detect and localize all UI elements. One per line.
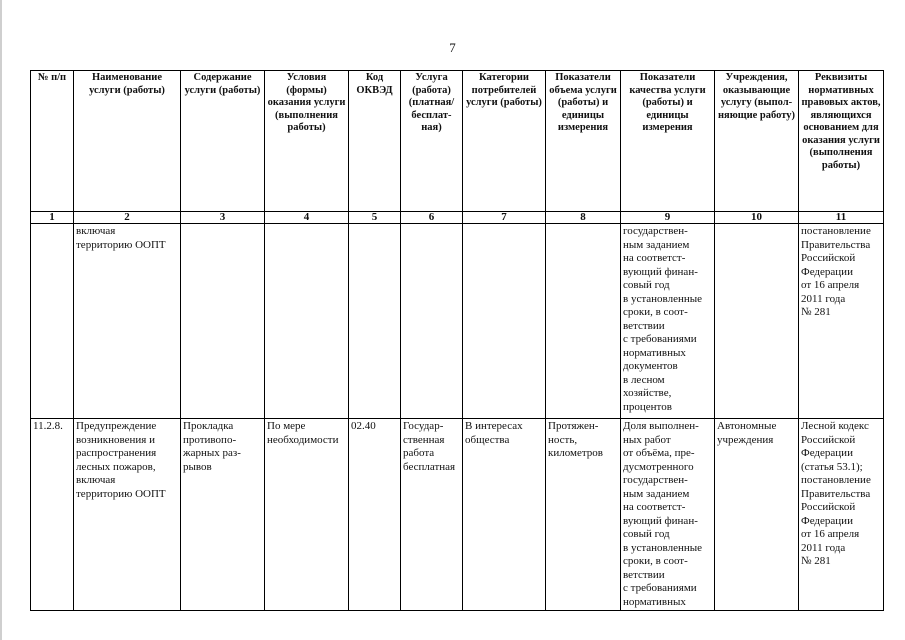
header-cell: Категории потребителей услуги (работы) — [463, 71, 546, 212]
table-cell — [546, 224, 621, 419]
column-number: 6 — [401, 212, 463, 224]
column-number: 10 — [715, 212, 799, 224]
table-cell — [181, 224, 265, 419]
table-cell: Государ- ственная работа бесплатная — [401, 419, 463, 611]
table-cell: Протяжен- ность, километров — [546, 419, 621, 611]
table-cell — [463, 224, 546, 419]
column-number: 5 — [349, 212, 401, 224]
table-cell: В интересах общества — [463, 419, 546, 611]
header-cell: Учреждения, оказывающие услугу (выпол- няющие работу) — [715, 71, 799, 212]
table-cell: 11.2.8. — [31, 419, 74, 611]
header-cell: № п/п — [31, 71, 74, 212]
table-cell: государствен- ным заданием на соответст- вующий финан- совый год в установленные сроки, в соот- ветствии с требованиями нормативных документов в лесном хозяйстве, процентов — [621, 224, 715, 419]
table-cell: Лесной кодекс Российской Федерации (статья 53.1); постановление Правительства Российской Федерации от 16 апреля 2011 года № 281 — [799, 419, 884, 611]
column-number: 9 — [621, 212, 715, 224]
table-cell: Предупреждение возникновения и распространения лесных пожаров, включая территорию ООПТ — [74, 419, 181, 611]
table-cell — [715, 224, 799, 419]
table-cell: Прокладка противопо- жарных раз- рывов — [181, 419, 265, 611]
scan-edge — [0, 0, 2, 640]
table-cell: По мере необходимости — [265, 419, 349, 611]
header-cell: Услуга (работа) (платная/ бесплат- ная) — [401, 71, 463, 212]
table-cell: Автономные учреждения — [715, 419, 799, 611]
header-cell: Наименование услуги (работы) — [74, 71, 181, 212]
header-row — [31, 71, 884, 212]
table-cell — [401, 224, 463, 419]
header-cell: Содержание услуги (работы) — [181, 71, 265, 212]
header-cell: Показатели качества услуги (работы) и единицы измерения — [621, 71, 715, 212]
column-number: 2 — [74, 212, 181, 224]
column-number: 3 — [181, 212, 265, 224]
table-cell: включая территорию ООПТ — [74, 224, 181, 419]
table-row — [31, 224, 884, 419]
column-number: 8 — [546, 212, 621, 224]
header-cell: Код ОКВЭД — [349, 71, 401, 212]
column-number: 11 — [799, 212, 884, 224]
table-cell — [349, 224, 401, 419]
table-cell — [265, 224, 349, 419]
table-cell: Доля выполнен- ных работ от объёма, пре- дусмотренного государствен- ным заданием на соответст- вующий финан- совый год в установленные сроки, в соот- ветствии с требованиями нормативных — [621, 419, 715, 611]
column-number: 4 — [265, 212, 349, 224]
header-cell: Условия (формы) оказания услуги (выполнения работы) — [265, 71, 349, 212]
table-cell: постановление Правительства Российской Федерации от 16 апреля 2011 года № 281 — [799, 224, 884, 419]
column-number: 7 — [463, 212, 546, 224]
table-row — [31, 419, 884, 611]
column-number-row — [31, 212, 884, 224]
page-number: 7 — [449, 40, 456, 55]
table-cell — [31, 224, 74, 419]
table-cell: 02.40 — [349, 419, 401, 611]
header-cell: Показатели объема услуги (работы) и единицы измерения — [546, 71, 621, 212]
services-table — [30, 70, 884, 611]
column-number: 1 — [31, 212, 74, 224]
header-cell: Реквизиты нормативных правовых актов, являющихся основанием для оказания услуги (выполнения работы) — [799, 71, 884, 212]
